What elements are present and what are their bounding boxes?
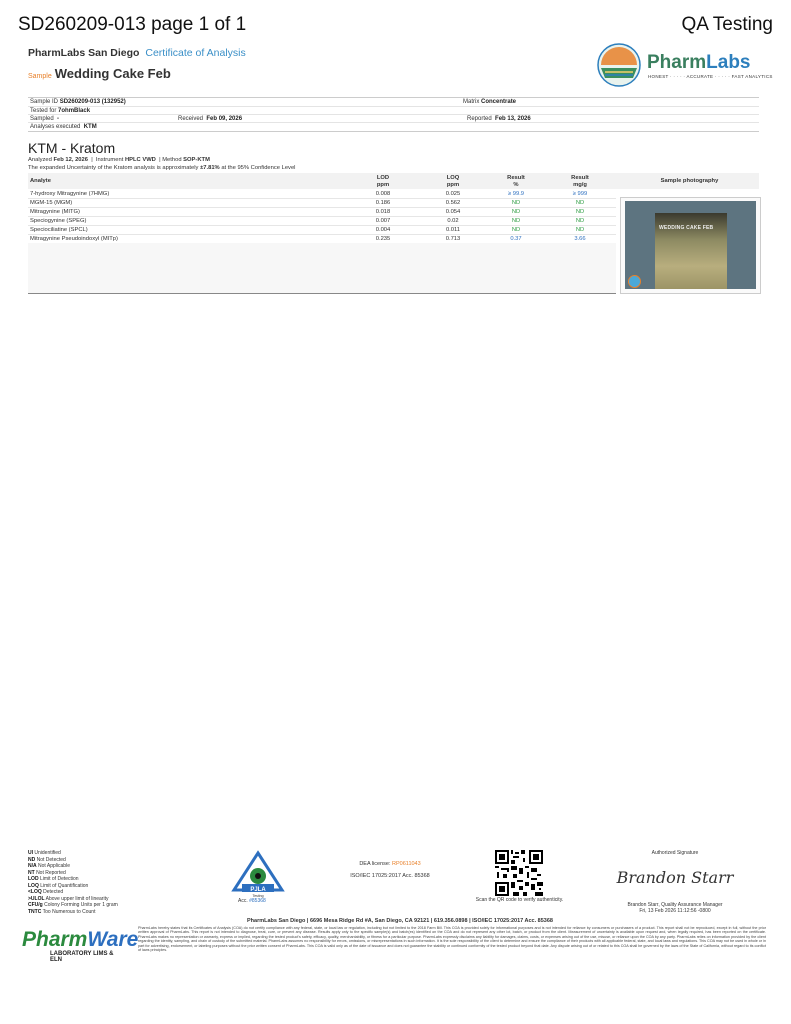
- pharmlabs-brand: [647, 52, 751, 74]
- brand-part1: Pharm: [647, 52, 707, 73]
- cell-loq: 0.054: [445, 208, 461, 215]
- tested-for-label: Tested for: [30, 108, 57, 114]
- cell-result-pct: ND: [511, 217, 521, 224]
- pjla-acc: [238, 898, 266, 904]
- method-label: Method: [162, 157, 182, 163]
- uncertainty-post: at the 95% Confidence Level: [221, 165, 296, 171]
- cell-result-pct: 0.37: [510, 235, 522, 242]
- cell-result-mg: ND: [575, 226, 585, 233]
- legal-disclaimer: PharmLabs hereby states that its Certificates of Analysis (COA) do not certify compliance with any federal, state, or local law or regulation, including but not limited to the 2018 Farm Bill. This COA is provided solely for informational purposes and is not intended for reliance by consumers or purchasers of a product. This report shall not be reproduced, except in full, without the prior written approval of PharmLabs. This report is not intended to diagnose, treat, cure, or prevent any disease. Results apply only to the specific sample(s) and batch(es) identified on the COA and do not represent any other lot, batch, or product from the client. Measurement of uncertainty is available upon request and, when legally required, has been reported on the certificate. PharmLabs makes no representation or warranty, express or implied, regarding the tested product's safety, efficacy, quality, merchantability, or fitness for a particular purpose. PharmLabs expressly disclaims any liability for damages, claims, costs, or expenses arising out of the use, misuse, or reliance upon the COA by any party. PharmLabs relies on information provided by the client regarding the identity, sampling, and chain of custody of the submitted material. PharmLabs assumes no responsibility for errors, omissions, or misrepresentations in such information. It is the sole responsibility of the client to determine and ensure the compliance of their products with all applicable federal, state, and local laws and regulations. This COA may not be used in whole or in part for advertising, endorsement, or labeling purposes without the prior written consent of PharmLabs. This COA is valid only as of the date of issuance and does not guarantee the stability or continued conformity of the tested product beyond that date. Any dispute arising out of or related to this COA shall be governed by the laws of the State of California, without regard to its conflict of laws principles.: [138, 926, 766, 953]
- abbr-key: LOQ: [28, 882, 39, 889]
- abbr-item: [28, 909, 118, 916]
- cell-analyte: Speciociliatine (SPCL): [30, 226, 88, 233]
- header-loq-label: LOQ: [446, 175, 460, 181]
- iso-line: ISO/IEC 17025:2017 Acc. 85368: [350, 873, 430, 879]
- pjla-text: PJLA: [250, 887, 266, 893]
- sample-line: [28, 66, 171, 81]
- table-row: [28, 234, 616, 243]
- header-lod-unit: ppm: [376, 181, 390, 188]
- cell-result-mg: ND: [575, 208, 585, 215]
- qr-code[interactable]: [495, 850, 543, 896]
- lab-name: PharmLabs San Diego: [28, 47, 140, 59]
- instrument-label: Instrument: [95, 157, 124, 163]
- cell-lod: 0.018: [375, 208, 391, 215]
- signer-name: Brandon Starr, Quality Assurance Manager: [627, 902, 723, 908]
- cell-result-pct: ND: [511, 208, 521, 215]
- uncertainty-pre: The expanded Uncertainty of the Kratom analysis is approximately: [28, 165, 199, 171]
- abbr-value: Too Numerous to Count: [42, 908, 96, 915]
- cell-lod: 0.008: [375, 190, 391, 197]
- abbreviations-legend: [28, 850, 118, 915]
- abbr-value: Limit of Quantification: [40, 882, 89, 889]
- sample-bag-image: [655, 213, 727, 289]
- divider: [28, 106, 759, 107]
- cell-result-mg: ≥ 999: [572, 190, 588, 197]
- bag-label: WEDDING CAKE FEB: [659, 225, 714, 231]
- cell-loq: 0.562: [445, 199, 461, 206]
- reported-value: Feb 13, 2026: [495, 116, 531, 122]
- header-result-mg: [555, 175, 605, 188]
- cell-analyte: Mitragynine Pseudoindoxyl (MITp): [30, 235, 118, 242]
- analysis-meta: Analyzed Feb 12, 2026 | Instrument HPLC VWD | Method SOP-KTM: [28, 157, 210, 163]
- received-value: Feb 09, 2026: [206, 116, 243, 122]
- cell-result-mg: 3.66: [574, 235, 586, 242]
- divider: [28, 122, 759, 123]
- instrument-value: HPLC VWD: [124, 157, 156, 163]
- abbr-value: Above upper limit of linearity: [45, 895, 109, 902]
- header-loq: [428, 175, 478, 188]
- analyses-label: Analyses executed: [30, 124, 81, 130]
- abbr-key: LOD: [28, 876, 39, 882]
- analyzed-label: Analyzed: [28, 157, 52, 163]
- abbr-value: Detected: [43, 889, 64, 895]
- header-result-pct: [491, 175, 541, 188]
- pharmware-part1: Pharm: [22, 928, 88, 951]
- cell-lod: 0.186: [375, 199, 391, 206]
- header-result-label: Result: [507, 175, 525, 181]
- signature: Brandon Starr: [616, 868, 734, 887]
- logo-tagline: HONEST · · · · · ACCURATE · · · · · FAST ANALYTICS: [648, 74, 773, 79]
- abbr-key: N/A: [28, 863, 37, 869]
- cell-analyte: Mitragynine (MITG): [30, 208, 80, 215]
- lab-address: PharmLabs San Diego | 6696 Mesa Ridge Rd #A, San Diego, CA 92121 | 619.356.0898 | ISO/IEC 17025:2017 Acc. 85368: [247, 918, 553, 924]
- sample-photo: [625, 201, 756, 289]
- header-lod: [358, 175, 408, 188]
- table-header: [28, 173, 759, 189]
- header-result2-label: Result: [571, 175, 589, 181]
- qa-testing-label: QA Testing: [681, 14, 773, 35]
- pjla-accreditation: [230, 850, 286, 908]
- header-result-unit: %: [513, 181, 519, 188]
- abbr-key: <LOQ: [28, 889, 42, 895]
- abbr-key: CFU/g: [28, 902, 43, 908]
- section-title: KTM - Kratom: [28, 140, 116, 156]
- dea-number: RP0611043: [392, 861, 421, 867]
- abbr-value: Unidentified: [34, 850, 61, 856]
- cell-analyte: Speciogynine (SPEG): [30, 217, 87, 224]
- pharmware-wordmark: [22, 928, 138, 952]
- lab-line: [28, 47, 246, 59]
- cell-result-mg: ND: [575, 199, 585, 206]
- abbr-key: TNTC: [28, 908, 42, 915]
- analyses-value: KTM: [83, 124, 97, 130]
- cell-lod: 0.235: [375, 235, 391, 242]
- abbr-key: NT: [28, 869, 35, 876]
- cell-loq: 0.011: [445, 226, 461, 233]
- lab-stamp-icon: [628, 275, 641, 288]
- dea-line: [330, 858, 450, 870]
- tested-for-value: 7ohmBlack: [58, 108, 91, 114]
- sample-label: Sample: [28, 73, 52, 80]
- table-filler: [28, 243, 616, 294]
- divider: [28, 131, 759, 132]
- divider: [28, 97, 759, 98]
- pjla-logo-icon: [230, 850, 286, 898]
- cell-analyte: MGM-15 (MGM): [30, 199, 73, 206]
- header-analyte: Analyte: [30, 178, 51, 184]
- uncertainty-note: [28, 165, 295, 171]
- cell-lod: 0.004: [375, 226, 391, 233]
- cell-loq: 0.025: [445, 190, 461, 197]
- cell-result-pct: ND: [511, 199, 521, 206]
- pjla-acc-num: #85368: [249, 898, 266, 904]
- cell-loq: 0.02: [447, 217, 459, 224]
- uncertainty-value: ±7.81%: [200, 165, 220, 171]
- analyzed-value: Feb 12, 2026: [53, 157, 88, 163]
- sample-id-label: Sample ID: [30, 99, 59, 105]
- header-loq-unit: ppm: [446, 181, 460, 188]
- cell-result-mg: ND: [575, 217, 585, 224]
- abbr-key: UI: [28, 850, 33, 856]
- document-title: SD260209-013 page 1 of 1: [18, 14, 247, 35]
- abbr-key: >ULOL: [28, 895, 45, 902]
- signer-date: Fri, 13 Feb 2026 11:12:56 -0800: [639, 908, 711, 914]
- signer-info: [600, 902, 750, 914]
- sample-id-field: [30, 99, 126, 105]
- reported-label: Reported: [467, 116, 492, 122]
- dea-license: [330, 858, 450, 882]
- pharmlabs-logo: [595, 42, 773, 88]
- sample-photo-frame: [620, 197, 761, 294]
- header-result2-unit: mg/g: [573, 181, 587, 188]
- cell-lod: 0.007: [375, 217, 391, 224]
- cell-loq: 0.713: [445, 235, 461, 242]
- abbr-value: Not Detected: [36, 856, 66, 863]
- sampled-value: -: [57, 116, 60, 122]
- abbr-value: Limit of Detection: [39, 876, 79, 882]
- pharmware-sub: LABORATORY LIMS & ELN: [50, 951, 114, 963]
- authorized-signature-title: Authorized Signature: [651, 850, 699, 856]
- pharmware-logo: [22, 928, 139, 963]
- header-lod-label: LOD: [376, 175, 390, 181]
- sampled-label: Sampled: [30, 116, 54, 122]
- matrix-field: [463, 99, 516, 105]
- abbr-value: Not Reported: [36, 869, 66, 876]
- analyses-field: [30, 124, 97, 130]
- pharmlabs-emblem-icon: [595, 42, 643, 88]
- sample-name: Wedding Cake Feb: [54, 66, 171, 81]
- pjla-acc-label: Acc.: [238, 898, 248, 904]
- doc-type: Certificate of Analysis: [145, 47, 246, 59]
- abbr-key: ND: [28, 856, 36, 863]
- cell-analyte: 7-hydroxy Mitragynine (7HMG): [30, 190, 110, 197]
- abbr-value: Colony Forming Units per 1 gram: [44, 902, 118, 908]
- divider: [28, 114, 759, 115]
- pjla-sub: Testing: [252, 894, 264, 898]
- sample-id-value: SD260209-013 (132952): [59, 99, 126, 105]
- pharmware-part2: Ware: [87, 928, 139, 951]
- matrix-label: Matrix: [463, 99, 480, 105]
- cell-result-pct: ≥ 99.9: [507, 190, 525, 197]
- method-value: SOP-KTM: [183, 157, 210, 163]
- header-photo: Sample photography: [660, 178, 719, 184]
- qr-caption: Scan the QR code to verify authenticity.: [475, 897, 564, 903]
- abbr-value: Not Applicable: [38, 863, 70, 869]
- received-label: Received: [178, 116, 204, 122]
- cell-result-pct: ND: [511, 226, 521, 233]
- dea-label: DEA license:: [359, 861, 391, 867]
- brand-part2: Labs: [706, 52, 751, 73]
- matrix-value: Concentrate: [481, 99, 517, 105]
